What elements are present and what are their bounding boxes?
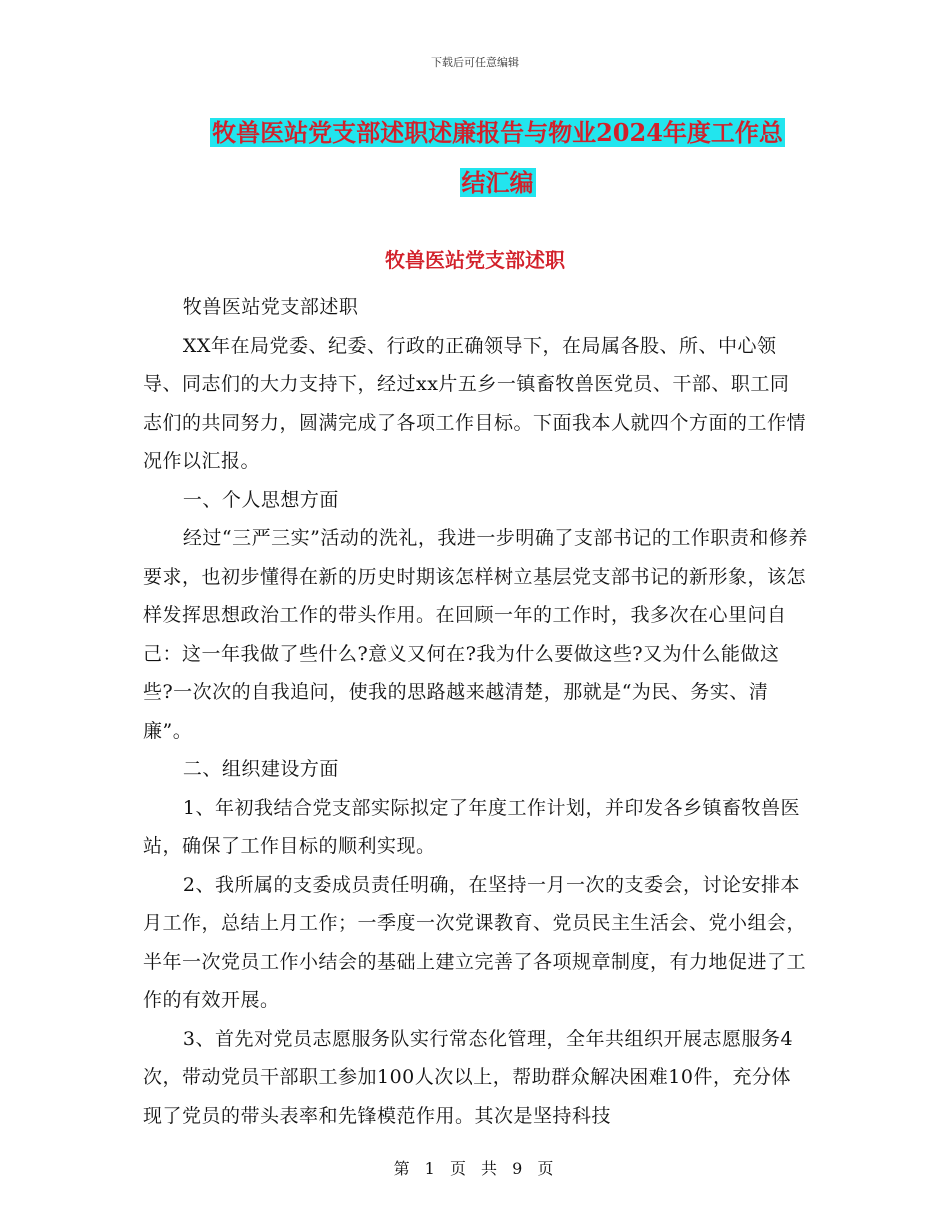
paragraph: 一、个人思想方面	[182, 488, 339, 511]
document-title	[185, 108, 810, 208]
paragraph: 牧兽医站党支部述职	[182, 296, 359, 318]
paragraph: 1、年初我结合党支部实际拟定了年度工作计划，并印发各乡镇畜牧兽医站，确保了工作目标的顺利实现。	[143, 796, 800, 857]
page-header: 下载后可任意编辑	[431, 56, 519, 69]
body-text	[143, 288, 808, 1135]
paragraph: 二、组织建设方面	[182, 758, 339, 780]
page-footer: 第 1 页 共 9 页	[393, 1159, 557, 1178]
paragraph: 2、我所属的支委成员责任明确，在坚持一月一次的支委会，讨论安排本月工作，总结上月工作；一季度一次党课教育、党员民主生活会、党小组会，半年一次党员工作小结会的基础上建立完善了各项规章制度，有力地促进了工作的有效开展。	[143, 873, 807, 1011]
paragraph: 3、首先对党员志愿服务队实行常态化管理，全年共组织开展志愿服务4次，带动党员干部职工参加100人次以上，帮助群众解决困难10件，充分体现了党员的带头表率和先锋模范作用。其次是坚持科技	[143, 1027, 794, 1127]
section-title: 牧兽医站党支部述职	[385, 248, 565, 272]
paragraph: XX年在局党委、纪委、行政的正确领导下，在局属各股、所、中心领导、同志们的大力支持下，经过xx片五乡一镇畜牧兽医党员、干部、职工同志们的共同努力，圆满完成了各项工作目标。下面我本人就四个方面的工作情况作以汇报。	[143, 334, 807, 472]
title-line-1: 牧兽医站党支部述职述廉报告与物业2024年度工作总	[212, 118, 783, 147]
paragraph: 经过“三严三实”活动的洗礼，我进一步明确了支部书记的工作职责和修养要求，也初步懂得在新的历史时期该怎样树立基层党支部书记的新形象，该怎样发挥思想政治工作的带头作用。在回顾一年的工作时，我多次在心里问自己：这一年我做了些什么?意义又何在?我为什么要做这些?又为什么能做这些?一次次的自我追问，使我的思路越来越清楚，那就是“为民、务实、清廉”。	[143, 527, 808, 742]
title-line-2: 结汇编	[461, 168, 534, 197]
